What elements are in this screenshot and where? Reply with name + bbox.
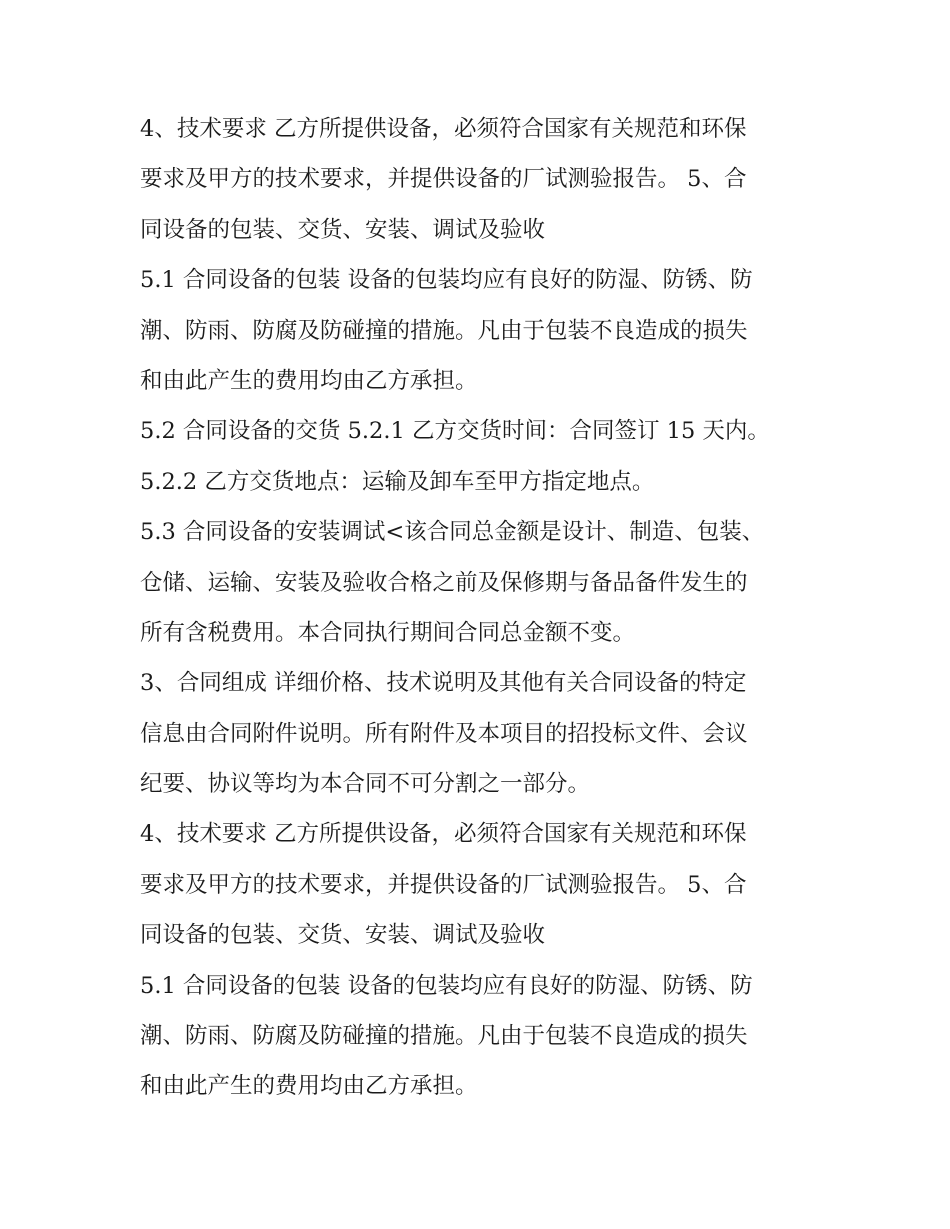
text-line: 和由此产生的费用均由乙方承担。 [140,367,478,394]
text-line: 所有含税费用。本合同执行期间合同总金额不变。 [140,619,636,646]
text-line: 仓储、运输、安装及验收合格之前及保修期与备品备件发生的 [140,569,748,596]
text-line: 5.2 合同设备的交货 5.2.1 乙方交货时间：合同签订 15 天内。 [140,418,770,445]
text-line: 同设备的包装、交货、安装、调试及验收 [140,922,546,949]
text-line: 3、合同组成 详细价格、技术说明及其他有关合同设备的特定 [140,670,747,697]
text-line: 信息由合同附件说明。所有附件及本项目的招投标文件、会议 [140,720,748,747]
text-line: 潮、防雨、防腐及防碰撞的措施。凡由于包装不良造成的损失 [140,317,748,344]
text-line: 4、技术要求 乙方所提供设备，必须符合国家有关规范和环保 [140,116,747,142]
text-line: 和由此产生的费用均由乙方承担。 [140,1073,478,1100]
text-line: 要求及甲方的技术要求，并提供设备的厂试测验报告。 5、合 [140,166,747,193]
text-line: 5.1 合同设备的包装 设备的包装均应有良好的防湿、防锈、防 [140,267,753,294]
text-line: 纪要、协议等均为本合同不可分割之一部分。 [140,771,591,798]
text-line: 同设备的包装、交货、安装、调试及验收 [140,216,546,243]
text-line: 要求及甲方的技术要求，并提供设备的厂试测验报告。 5、合 [140,871,747,898]
text-line: 5.3 合同设备的安装调试<该合同总金额是设计、制造、包装、 [140,519,765,546]
text-line: 4、技术要求 乙方所提供设备，必须符合国家有关规范和环保 [140,821,747,848]
text-line: 5.2.2 乙方交货地点：运输及卸车至甲方指定地点。 [140,468,655,495]
document-body [140,104,820,1112]
text-line: 潮、防雨、防腐及防碰撞的措施。凡由于包装不良造成的损失 [140,1023,748,1050]
text-line: 5.1 合同设备的包装 设备的包装均应有良好的防湿、防锈、防 [140,972,753,999]
